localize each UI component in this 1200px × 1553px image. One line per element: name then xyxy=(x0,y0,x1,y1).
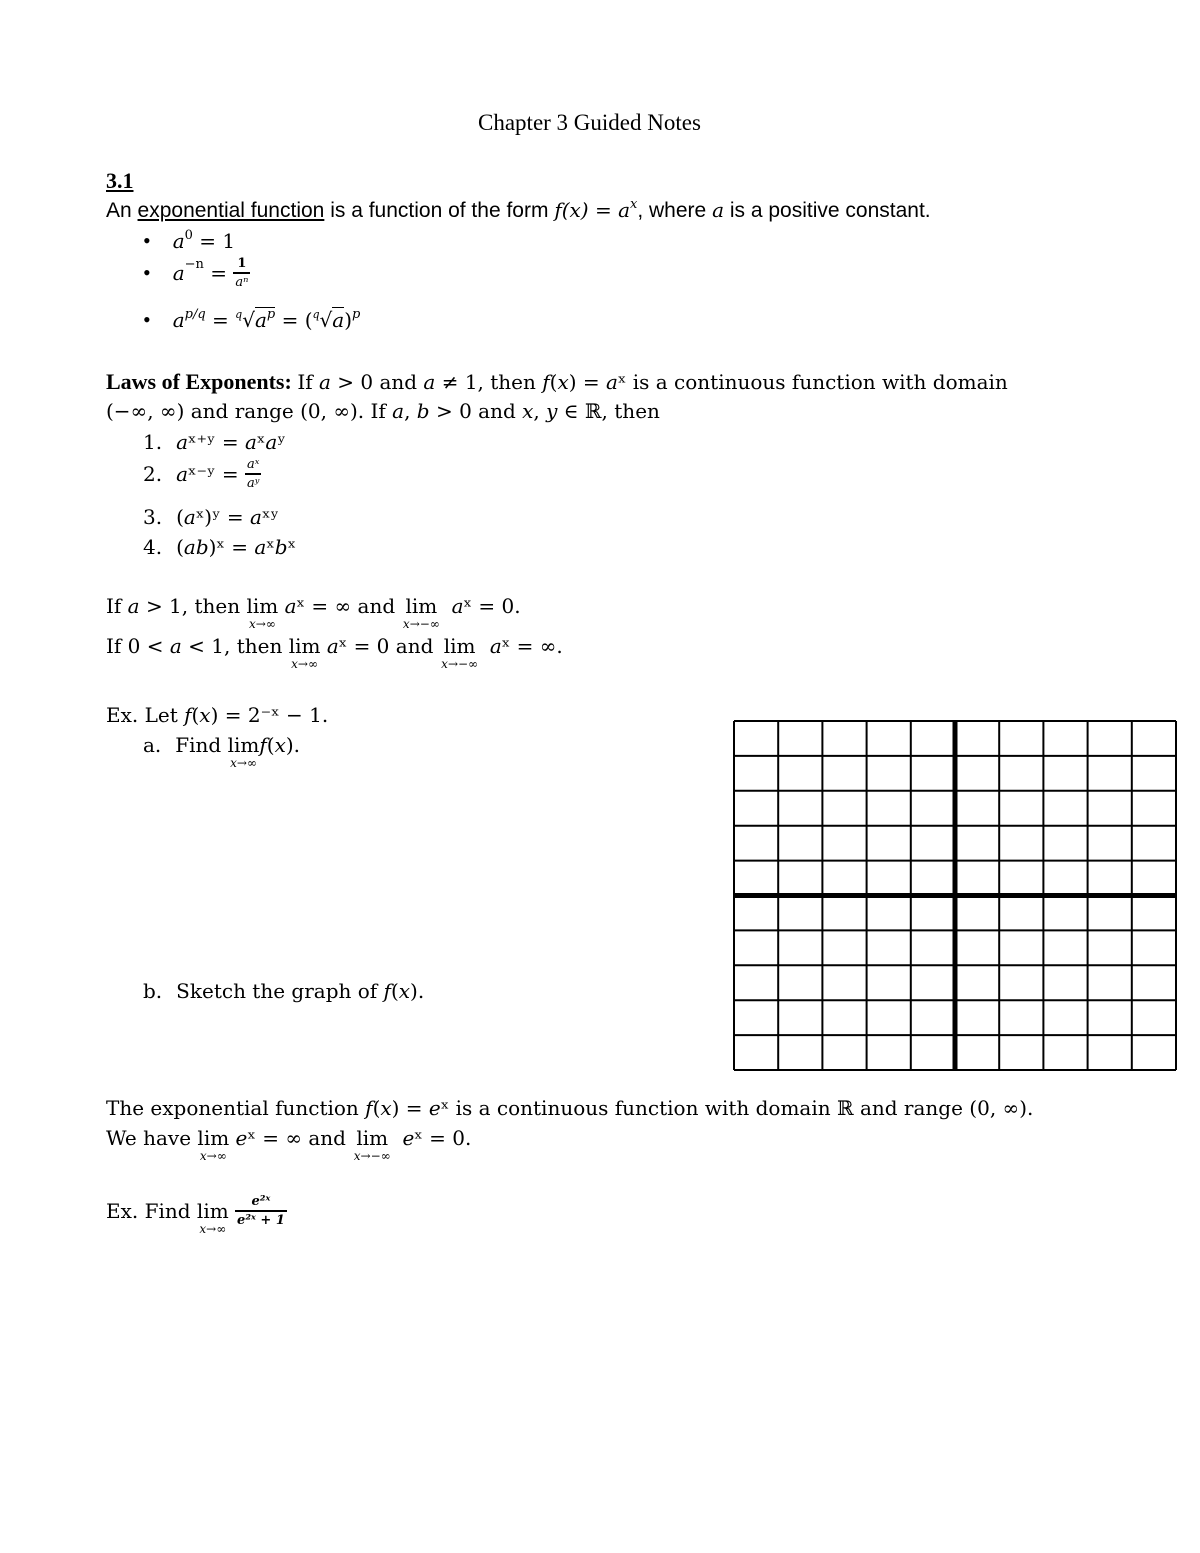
fraction-numerator: 1 xyxy=(233,257,250,274)
bullet-1-rhs: = 1 xyxy=(192,229,236,253)
outer-exp: p xyxy=(352,307,361,322)
lim-subscript: x→−∞ xyxy=(441,657,479,671)
limit-operator xyxy=(196,1199,229,1236)
bullet-1 xyxy=(143,230,235,252)
bullet-1-base: a xyxy=(172,229,185,253)
bullet-3-exp: p/q xyxy=(184,307,206,322)
intro-prefix: An xyxy=(106,199,132,222)
fraction-denominator: aⁿ xyxy=(235,275,249,290)
laws-line-2: (−∞, ∞) and range (0, ∞). If 𝑎, 𝑏 > 0 and 𝑥, 𝑦 ∈ ℝ, then xyxy=(106,399,660,423)
limit-text: If 0 < 𝑎 < 1, then xyxy=(106,634,283,658)
lim-subscript: x→∞ xyxy=(230,756,257,770)
limit-operator xyxy=(288,634,321,671)
part-label: b. xyxy=(143,979,163,1003)
bullet-2 xyxy=(143,257,250,289)
radicand-base: a xyxy=(254,308,267,332)
limit-text: 𝑒ˣ = ∞ and xyxy=(235,1126,346,1150)
lim-label: lim xyxy=(227,733,260,757)
limit-text: 𝑎ˣ = ∞ and xyxy=(284,594,396,618)
radicand-exp: p xyxy=(266,307,276,322)
limit-line-2 xyxy=(106,634,563,671)
lim-label: lim xyxy=(197,1126,230,1150)
lim-subscript: x→∞ xyxy=(199,1222,227,1236)
bullet-3 xyxy=(143,309,360,331)
lim-subscript: x→∞ xyxy=(248,617,276,631)
limit-operator xyxy=(197,1126,230,1163)
example-1-part-a xyxy=(143,733,301,770)
limit-text: If 𝑎 > 1, then xyxy=(106,594,241,618)
limit-text: 𝑎ˣ = 0. xyxy=(451,594,521,618)
law-item-3 xyxy=(143,507,279,527)
lim-label: lim xyxy=(443,634,476,658)
lim-subscript: x→−∞ xyxy=(402,617,440,631)
example-2-prefix: Ex. Find xyxy=(106,1199,191,1223)
law-number: 1. xyxy=(143,430,163,454)
lim-label: lim xyxy=(405,594,438,618)
part-text: Sketch the graph of 𝑓(𝑥). xyxy=(176,979,425,1003)
fraction-numerator: aˣ xyxy=(245,458,261,475)
definition-line xyxy=(106,197,931,222)
part-text: 𝑓(𝑥). xyxy=(259,733,301,757)
example-2 xyxy=(106,1194,287,1236)
fraction-denominator: e²ˣ + 1 xyxy=(237,1213,285,1228)
law-number: 2. xyxy=(143,462,163,486)
part-label: a. xyxy=(143,733,162,757)
close-paren: ) xyxy=(344,308,353,332)
part-text: Find xyxy=(175,733,222,757)
term-exponential-function: exponential function xyxy=(137,199,325,222)
laws-intro: If 𝑎 > 0 and 𝑎 ≠ 1, then 𝑓(𝑥) = 𝑎ˣ is a continuous function with domain xyxy=(297,370,1008,394)
example-2-fraction xyxy=(235,1195,287,1227)
limit-line-1 xyxy=(106,594,521,631)
intro-suffix: , where xyxy=(637,199,707,222)
bullet-dot: • xyxy=(143,307,151,332)
lim-label: lim xyxy=(196,1199,229,1223)
radical-icon: √ xyxy=(319,308,333,332)
fraction-numerator: e²ˣ xyxy=(235,1195,287,1212)
bullet-3-base: a xyxy=(172,308,185,332)
laws-line-1 xyxy=(106,371,1008,393)
limit-text: 𝑎ˣ = 0 and xyxy=(326,634,434,658)
lim-subscript: x→−∞ xyxy=(353,1149,391,1163)
fraction-denominator: aʸ xyxy=(247,476,260,491)
law-number: 4. xyxy=(143,535,163,559)
law-number: 3. xyxy=(143,505,163,529)
example-1-intro: Ex. Let 𝑓(𝑥) = 2⁻ˣ − 1. xyxy=(106,703,329,727)
page-title: Chapter 3 Guided Notes xyxy=(478,110,701,135)
natural-exp-line-2 xyxy=(106,1126,472,1163)
limit-operator xyxy=(227,733,260,770)
bullet-3-eq: = xyxy=(205,308,236,332)
radical-icon: √ xyxy=(242,308,255,332)
bullet-2-exp: −n xyxy=(184,256,204,272)
root-index: q xyxy=(235,308,243,321)
lim-label: lim xyxy=(288,634,321,658)
law-formula: 𝑎ˣ⁻ʸ = xyxy=(176,462,245,486)
intro-var: a xyxy=(712,198,724,222)
bullet-2-fraction xyxy=(233,257,250,289)
limit-operator xyxy=(402,594,440,631)
law-formula: (𝑎𝑏)ˣ = 𝑎ˣ𝑏ˣ xyxy=(176,535,297,559)
graph-grid xyxy=(733,720,1177,1071)
bullet-2-rhs: = xyxy=(203,261,234,285)
bullet-dot: • xyxy=(143,228,151,253)
radicand xyxy=(255,307,275,332)
example-1-part-b xyxy=(143,981,424,1001)
law-2-fraction xyxy=(245,458,261,490)
laws-heading: Laws of Exponents: xyxy=(106,369,292,394)
lim-label: lim xyxy=(246,594,279,618)
natural-exp-line-1: The exponential function 𝑓(𝑥) = 𝑒ˣ is a continuous function with domain ℝ and range (0, ∞). xyxy=(106,1096,1034,1120)
bullet-3-eq2: = ( xyxy=(275,308,313,332)
bullet-2-base: a xyxy=(172,261,185,285)
root-index-2: q xyxy=(312,308,320,321)
limit-text: 𝑎ˣ = ∞. xyxy=(489,634,563,658)
lim-subscript: x→∞ xyxy=(199,1149,227,1163)
intro-mid: is a function of the form xyxy=(330,199,549,222)
bullet-dot: • xyxy=(143,260,151,285)
radicand-2: a xyxy=(332,308,345,332)
section-number: 3.1 xyxy=(106,168,134,193)
intro-exp: x xyxy=(630,197,638,212)
lim-label: lim xyxy=(356,1126,389,1150)
law-item-1 xyxy=(143,432,286,452)
bullet-1-exp: 0 xyxy=(184,228,193,243)
law-item-2 xyxy=(143,458,261,490)
law-formula: 𝑎ˣ⁺ʸ = 𝑎ˣ𝑎ʸ xyxy=(176,430,286,454)
limit-text: We have xyxy=(106,1126,192,1150)
limit-operator xyxy=(441,634,479,671)
intro-end: is a positive constant. xyxy=(729,199,931,222)
lim-subscript: x→∞ xyxy=(291,657,318,671)
limit-operator xyxy=(246,594,279,631)
intro-formula: f(x) = a xyxy=(554,198,630,222)
law-item-4 xyxy=(143,537,296,557)
limit-operator xyxy=(353,1126,391,1163)
law-formula: (𝑎ˣ)ʸ = 𝑎ˣʸ xyxy=(176,505,279,529)
limit-text: 𝑒ˣ = 0. xyxy=(402,1126,472,1150)
